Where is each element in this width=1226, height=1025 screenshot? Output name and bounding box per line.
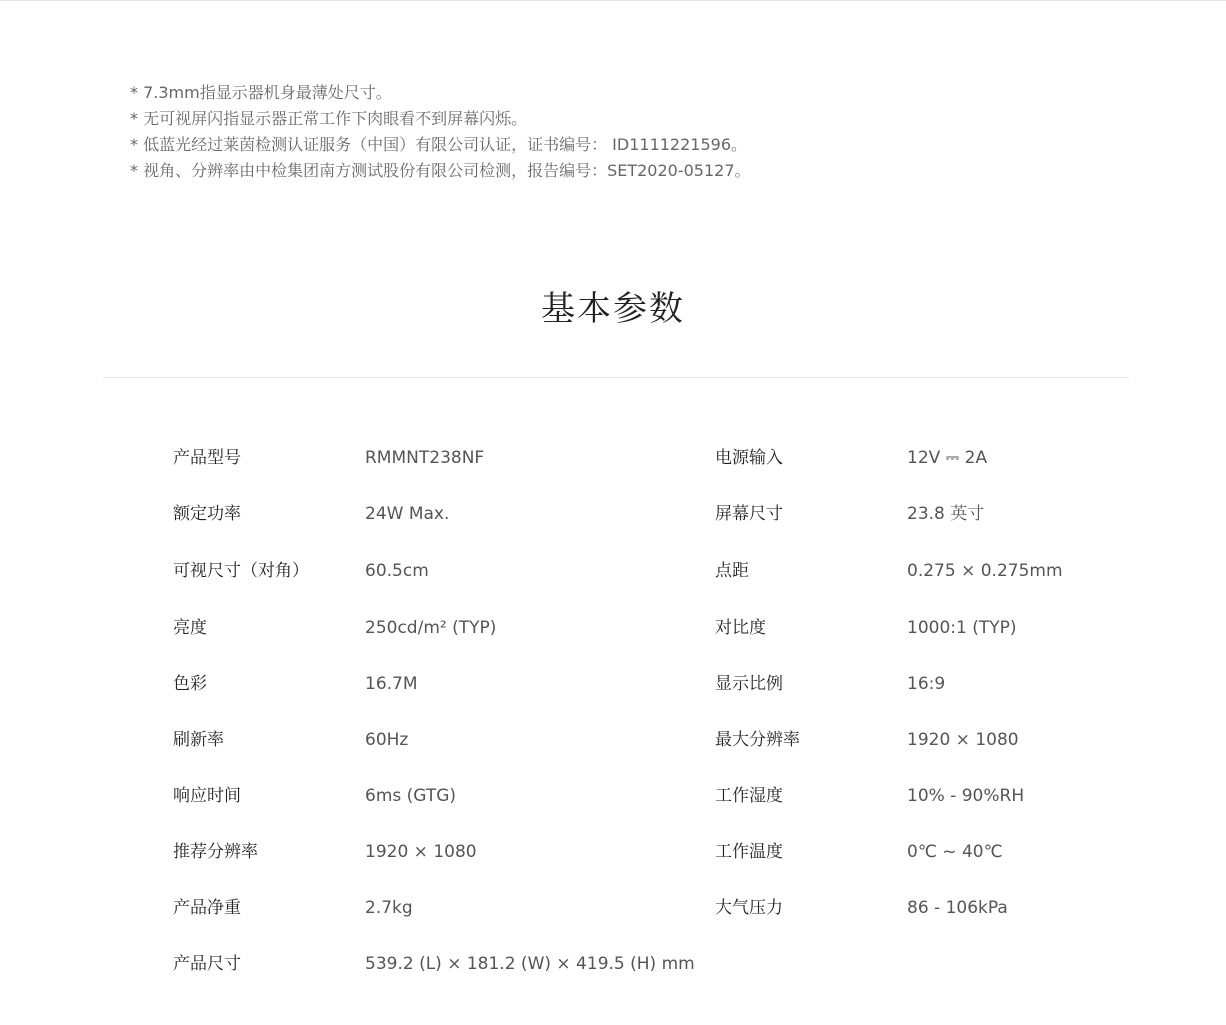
spec-row: [0, 725, 1226, 755]
spec-value: 12V ⎓ 2A: [907, 448, 988, 468]
spec-value: 23.8 英寸: [907, 504, 985, 524]
spec-value: 16:9: [907, 674, 946, 694]
spec-label: 刷新率: [173, 730, 224, 750]
spec-label: 产品尺寸: [173, 954, 241, 974]
spec-label: 可视尺寸（对角）: [173, 561, 309, 581]
spec-label: 产品净重: [173, 898, 241, 918]
spec-label: 屏幕尺寸: [715, 504, 783, 524]
spec-row: [0, 837, 1226, 867]
spec-value: 250cd/m² (TYP): [365, 618, 497, 638]
spec-label: 点距: [715, 561, 749, 581]
spec-value: 60.5cm: [365, 561, 429, 581]
spec-label: 亮度: [173, 618, 207, 638]
footnote-item: * 视角、分辨率由中检集团南方测试股份有限公司检测，报告编号：SET2020-05127。: [130, 161, 751, 180]
footnote-item: * 7.3mm指显示器机身最薄处尺寸。: [130, 83, 392, 102]
spec-label: 电源输入: [715, 448, 783, 468]
spec-value: 1920 × 1080: [365, 842, 477, 862]
spec-label: 大气压力: [715, 898, 783, 918]
spec-value: 0℃ ~ 40℃: [907, 842, 1003, 862]
spec-row: [0, 613, 1226, 643]
spec-row: [0, 949, 1226, 979]
spec-label: 对比度: [715, 618, 766, 638]
spec-label: 工作湿度: [715, 786, 783, 806]
spec-row: [0, 499, 1226, 529]
spec-value: 1000:1 (TYP): [907, 618, 1017, 638]
spec-row: [0, 443, 1226, 473]
spec-label: 最大分辨率: [715, 730, 800, 750]
spec-value: 86 - 106kPa: [907, 898, 1008, 918]
spec-value: 539.2 (L) × 181.2 (W) × 419.5 (H) mm: [365, 954, 695, 974]
spec-value: RMMNT238NF: [365, 448, 485, 468]
spec-value: 1920 × 1080: [907, 730, 1019, 750]
spec-value: 10% - 90%RH: [907, 786, 1025, 806]
spec-value: 24W Max.: [365, 504, 450, 524]
spec-value: 60Hz: [365, 730, 409, 750]
spec-label: 工作温度: [715, 842, 783, 862]
section-title: 基本参数: [541, 289, 685, 329]
footnote-item: * 无可视屏闪指显示器正常工作下肉眼看不到屏幕闪烁。: [130, 109, 528, 128]
spec-label: 响应时间: [173, 786, 241, 806]
spec-value: 2.7kg: [365, 898, 413, 918]
spec-value: 0.275 × 0.275mm: [907, 561, 1063, 581]
footnote-item: * 低蓝光经过莱茵检测认证服务（中国）有限公司认证，证书编号： ID1111221596。: [130, 135, 748, 154]
spec-row: [0, 893, 1226, 923]
spec-value: 16.7M: [365, 674, 418, 694]
spec-label: 额定功率: [173, 504, 241, 524]
spec-label: 色彩: [173, 674, 207, 694]
spec-row: [0, 556, 1226, 586]
spec-label: 产品型号: [173, 448, 241, 468]
spec-row: [0, 669, 1226, 699]
spec-row: [0, 781, 1226, 811]
spec-label: 推荐分辨率: [173, 842, 258, 862]
spec-label: 显示比例: [715, 674, 783, 694]
spec-value: 6ms (GTG): [365, 786, 457, 806]
